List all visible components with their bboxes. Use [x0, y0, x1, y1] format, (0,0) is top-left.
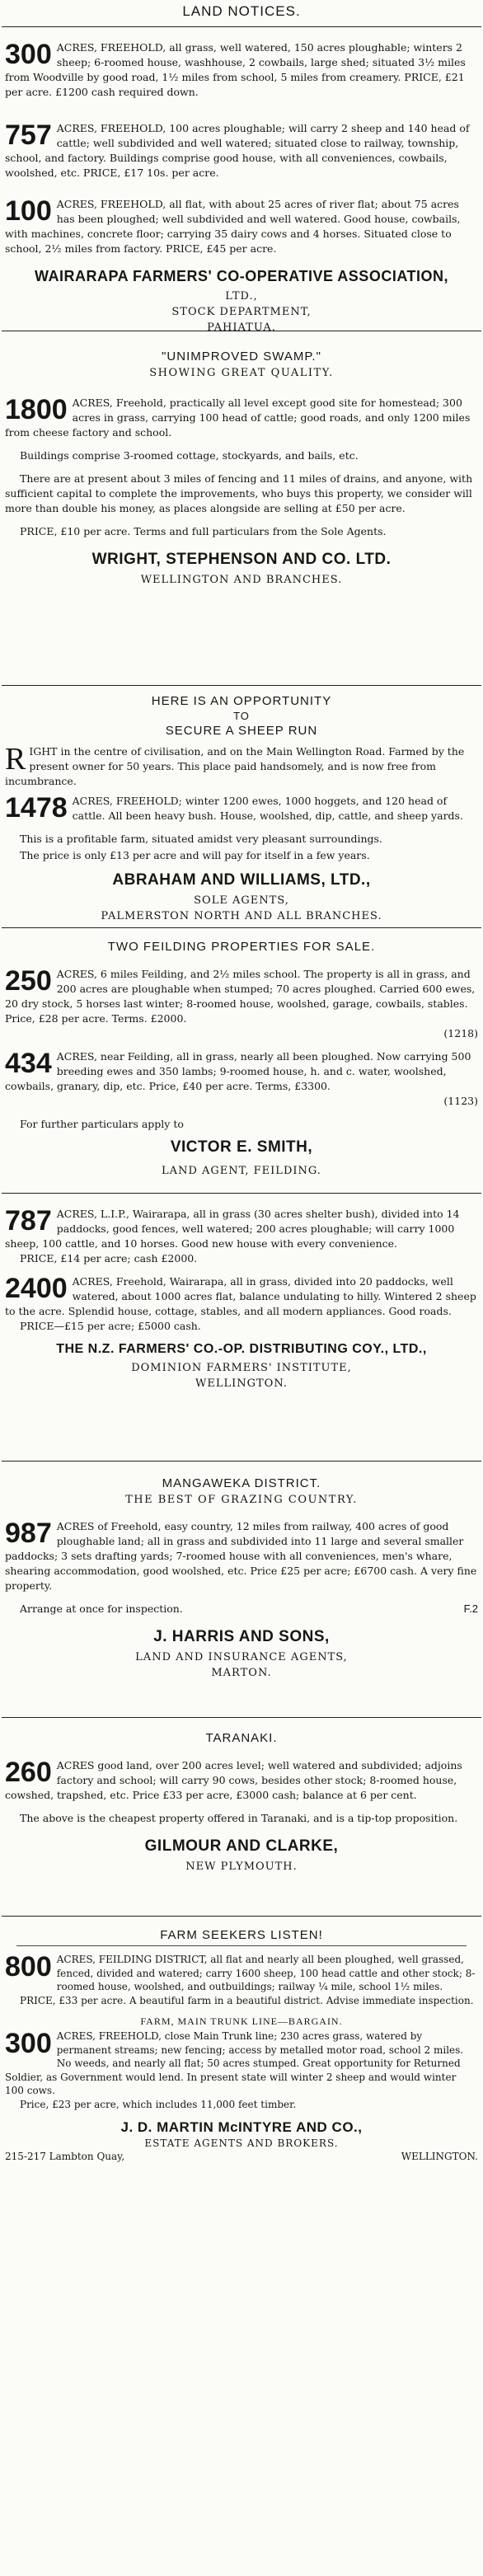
listing: [5, 794, 478, 823]
divider: [16, 1945, 467, 1946]
acreage-number: 787: [5, 1205, 52, 1236]
ad-paragraph-text: Arrange at once for inspection.: [20, 1602, 183, 1615]
ad-intro: [5, 744, 478, 789]
listing-text: ACRES, FREEHOLD, all grass, well watered, 150 acres ploughable; winters 2 sheep; 6-roomed house, washhouse, 2 cowbails, large shed; situated 3½ miles from Woodville by good road, 1½ miles from school, 5 miles from creamery. PRICE, £21 per acre. £1200 cash required down.: [5, 41, 466, 98]
agent-line: WELLINGTON.: [195, 1377, 288, 1390]
acreage-number: 250: [5, 965, 52, 997]
agent-line: SOLE AGENTS,: [194, 894, 289, 907]
ad-feilding-properties: [0, 928, 483, 1193]
listing: [5, 1274, 478, 1334]
listing-text: ACRES, near Feilding, all in grass, nearly all been ploughed. Now carrying 500 breeding ewes and 350 lambs; 9-roomed house, h. and c. water, woolshed, cowbails, granary, dip, etc. Price, £40 per acre. Terms, £3300.: [5, 1050, 471, 1092]
agent-line: DOMINION FARMERS' INSTITUTE,: [131, 1362, 352, 1374]
listing: [5, 2029, 478, 2111]
listing-price: PRICE, £33 per acre. A beautiful farm in a beautiful district. Advise immediate inspection.: [20, 1994, 474, 2006]
listing-text: ACRES of Freehold, easy country, 12 miles from railway, 400 acres of good ploughable land; all in grass and subdivided into 11 large and several smaller paddocks; 3 sets drafting yards; 7-roomed house with all conveniences, men's whare, shearing accommodation, good woolshed, etc. Price £25 per acre; £6700 cash. A very fine property.: [5, 1520, 477, 1592]
ad-title: TWO FEILDING PROPERTIES FOR SALE.: [107, 940, 376, 954]
ad-unimproved-swamp: [0, 331, 483, 685]
ad-title: HERE IS AN OPPORTUNITY: [151, 694, 332, 708]
listing-text: ACRES, Freehold, practically all level except good site for homestead; 300 acres in grass, carrying 100 head of cattle; good roads, and only 1200 miles from cheese factory and school.: [5, 396, 471, 439]
ad-mangaweka: [0, 1462, 483, 1717]
agent-name: GILMOUR AND CLARKE,: [144, 1837, 339, 1855]
acreage-number: 434: [5, 1048, 52, 1079]
ad-wairarapa-farmers: [0, 39, 483, 334]
ad-subtitle: SHOWING GREAT QUALITY.: [149, 367, 334, 379]
agent-line: LAND AND INSURANCE AGENTS,: [135, 1651, 348, 1663]
ad-title: TO: [233, 710, 250, 722]
listing: [5, 967, 478, 1041]
ad-title: FARM SEEKERS LISTEN!: [160, 1928, 323, 1942]
agent-name: THE N.Z. FARMERS' CO.-OP. DISTRIBUTING COY., LTD.,: [56, 1342, 427, 1356]
agent-name: J. HARRIS AND SONS,: [153, 1628, 330, 1645]
ad-title: SECURE A SHEEP RUN: [165, 724, 318, 738]
agent-line: NEW PLYMOUTH.: [185, 1860, 298, 1873]
ad-paragraph: The price is only £13 per acre and will pay for itself in a few years.: [20, 849, 370, 861]
agent-line: MARTON.: [211, 1667, 272, 1679]
acreage-number: 757: [5, 120, 52, 151]
address-city: WELLINGTON.: [401, 2151, 478, 2162]
agent-name: ABRAHAM AND WILLIAMS, LTD.,: [112, 871, 371, 889]
ad-paragraph: The above is the cheapest property offered in Taranaki, and is a tip-top proposition.: [20, 1812, 458, 1824]
acreage-number: 987: [5, 1518, 52, 1549]
page-header: LAND NOTICES.: [182, 3, 301, 19]
intro-text: IGHT in the centre of civilisation, and on the Main Wellington Road. Farmed by the present owner for 50 years. This place paid handsomely, and is now free from incumbrance.: [5, 745, 465, 787]
acreage-number: 1478: [5, 792, 68, 823]
drop-cap: R: [5, 742, 26, 777]
listing-price: PRICE—£15 per acre; £5000 cash.: [20, 1320, 201, 1332]
listing-text: ACRES, Freehold, Wairarapa, all in grass, divided into 20 paddocks, well watered, about 1000 acres flat, balance undulating to hilly. Wintered 2 sheep to the acre. Splendid house, cottage, stables, and all modern appliances. Good roads.: [5, 1275, 476, 1317]
acreage-number: 1800: [5, 394, 68, 425]
agent-line: STOCK DEPARTMENT,: [171, 306, 312, 318]
ad-title: "UNIMPROVED SWAMP.": [162, 350, 321, 364]
listing-text: ACRES, FREEHOLD, close Main Trunk line; 230 acres grass, watered by permanent streams; new fencing; access by metalled motor road, school 2 miles. No weeds, and nearly all flat; 50 acres stumped. Great opportunity for Returned Soldier, as Government would lend. In present state will winter 2 sheep and would winter 100 cows.: [5, 2030, 464, 2096]
listing: [5, 1953, 478, 2007]
ad-subtitle: THE BEST OF GRAZING COUNTRY.: [125, 1494, 358, 1506]
listing: [5, 396, 478, 440]
ad-paragraph: PRICE, £10 per acre. Terms and full particulars from the Sole Agents.: [20, 525, 387, 537]
acreage-number: 260: [5, 1757, 52, 1788]
acreage-number: 100: [5, 195, 52, 227]
listing-text: ACRES, FREEHOLD, all flat, with about 25 acres of river flat; about 75 acres has been ploughed; well subdivided and well watered. Good house, cowbails, with machines, concrete floor; carrying 35 dairy cows and 4 horses. Situated close to school, 2½ miles from factory. PRICE, £45 per acre.: [5, 198, 461, 255]
listing-header: FARM, MAIN TRUNK LINE—BARGAIN.: [140, 2015, 343, 2027]
listing-price: PRICE, £14 per acre; cash £2000.: [20, 1252, 198, 1265]
listing: [5, 197, 478, 256]
listing: [5, 1519, 478, 1593]
ad-sheep-run: [0, 686, 483, 927]
listing-price: Price, £23 per acre, which includes 11,000 feet timber.: [20, 2098, 297, 2110]
agent-line: WELLINGTON AND BRANCHES.: [140, 574, 343, 586]
agent-name: VICTOR E. SMITH,: [170, 1138, 313, 1156]
listing: [5, 1049, 478, 1109]
acreage-number: 300: [5, 2028, 52, 2059]
listing-text: ACRES, L.I.P., Wairarapa, all in grass (30 acres shelter bush), divided into 14 paddocks, good fences, well watered; 200 acres ploughable; will carry 1000 sheep, 100 cattle, and 10 horses. Good new house with every convenience.: [5, 1208, 460, 1250]
agent-line: PAHIATUA.: [207, 321, 276, 334]
listing: [5, 121, 478, 181]
listing-text: ACRES, FREEHOLD, 100 acres ploughable; will carry 2 sheep and 140 head of cattle; well subdivided and well watered; situated close to railway, township, school, and factory. Buildings comprise good house, with all conveniences, cowbails, woolshed, etc. PRICE, £17 10s. per acre.: [5, 122, 470, 179]
agent-name: WRIGHT, STEPHENSON AND CO. LTD.: [91, 551, 392, 568]
ad-title: MANGAWEKA DISTRICT.: [162, 1476, 321, 1490]
ad-paragraph: Buildings comprise 3-roomed cottage, stockyards, and bails, etc.: [20, 449, 359, 462]
listing-text: ACRES, 6 miles Feilding, and 2½ miles school. The property is all in grass, and 200 acres are ploughable when stumped; 70 acres ploughed. Carried 600 ewes, 20 dry stock, 5 horses last winter; 8-roomed house, woolshed, garage, cowbails, stables. Price, £28 per acre. Terms. £2000.: [5, 968, 476, 1025]
listing: [5, 1758, 478, 1803]
address-street: 215-217 Lambton Quay,: [5, 2151, 125, 2162]
acreage-number: 300: [5, 39, 52, 70]
ad-mark: F.2: [463, 1602, 478, 1615]
agent-name: WAIRARAPA FARMERS' CO-OPERATIVE ASSOCIATION,: [35, 268, 448, 284]
ad-taranaki: [0, 1718, 483, 1916]
listing-text: ACRES good land, over 200 acres level; well watered and subdivided; adjoins factory and school; will carry 90 cows, besides other stock; 8-roomed house, cowshed, trapshed, etc. Price £33 per acre, £3000 cash; balance at 6 per cent.: [5, 1759, 462, 1801]
listing-text: ACRES, FEILDING DISTRICT, all flat and nearly all been ploughed, well grassed, fenced, divided and watered; carry 1600 sheep, 100 head cattle and other stock; 8-roomed house, woolshed, and outbuildings; railway ¼ mile, school 1½ miles.: [56, 1954, 476, 1992]
acreage-number: 800: [5, 1951, 52, 1982]
ad-reference: (1218): [443, 1027, 478, 1039]
agent-line: LAND AGENT, FEILDING.: [162, 1165, 321, 1177]
listing: [5, 1207, 478, 1266]
ad-paragraph: This is a profitable farm, situated amidst very pleasant surroundings.: [20, 833, 382, 845]
agent-line: ESTATE AGENTS AND BROKERS.: [144, 2137, 339, 2149]
agent-line: PALMERSTON NORTH AND ALL BRANCHES.: [101, 910, 382, 922]
agent-line: LTD.,: [225, 290, 258, 303]
agent-name: J. D. MARTIN McINTYRE AND CO.,: [120, 2119, 363, 2135]
listing: [5, 40, 478, 100]
ad-nz-farmers-coop: [0, 1194, 483, 1461]
ad-title: TARANAKI.: [205, 1731, 278, 1745]
listing-text: ACRES, FREEHOLD; winter 1200 ewes, 1000 hoggets, and 120 head of cattle. All been heavy bush. House, woolshed, dip, cattle, and sheep yards.: [72, 795, 463, 822]
ad-reference: (1123): [443, 1095, 478, 1107]
agent-address: [5, 2151, 478, 2162]
divider: [2, 26, 481, 27]
ad-farm-seekers: [0, 1917, 483, 2162]
acreage-number: 2400: [5, 1273, 68, 1304]
ad-paragraph: For further particulars apply to: [20, 1118, 184, 1130]
ad-paragraph: [5, 1602, 478, 1616]
ad-paragraph: There are at present about 3 miles of fencing and 11 miles of drains, and anyone, with sufficient capital to complete the improvements, who buys this property, we consider will more than double his money, as places alongside are selling at £50 per acre.: [5, 472, 473, 514]
